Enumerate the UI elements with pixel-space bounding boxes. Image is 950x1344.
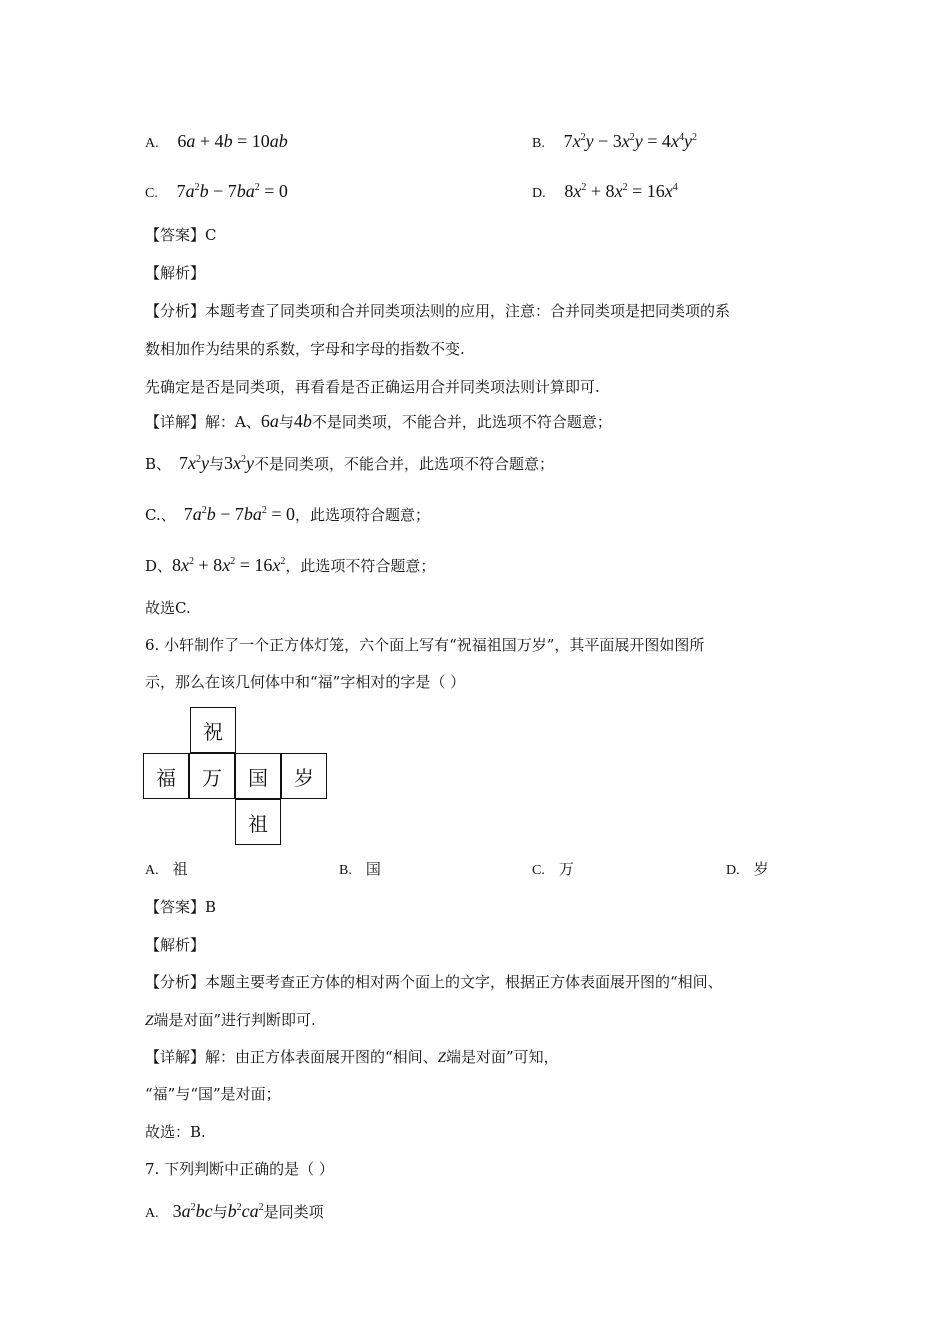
q6-stem-line-1: 6. 小轩制作了一个正方体灯笼，六个面上写有“祝福祖国万岁”，其平面展开图如图所 <box>145 636 705 654</box>
option-connector: 与 <box>212 1203 228 1221</box>
q5-option-d <box>532 180 678 205</box>
option-math: $3a^2bc$ <box>172 1201 213 1221</box>
detail-suffix: ，此选项符合题意； <box>295 506 431 524</box>
option-letter: B. <box>532 136 545 151</box>
option-text: 岁 <box>753 860 769 878</box>
q5-analysis-label: 【解析】 <box>145 264 206 282</box>
net-face-middle-1: 万 <box>189 753 235 799</box>
q7-stem: 7. 下列判断中正确的是（ ） <box>145 1160 334 1178</box>
q6-option-b <box>339 858 381 882</box>
detail-prefix: 【详解】解：由正方体表面展开图的“相间、 <box>145 1048 438 1066</box>
option-letter: A. <box>145 1206 159 1221</box>
detail-suffix: 不是同类项，不能合并，此选项不符合题意； <box>311 413 612 431</box>
q5-analysis-line-3: 先确定是否是同类项，再看看是否正确运用合并同类项法则计算即可. <box>145 378 600 396</box>
detail-math: 4b <box>293 411 312 431</box>
option-expression: $8x^2 + 8x^2 = 16x^4$ <box>564 181 678 201</box>
q5-option-c <box>145 180 288 205</box>
q5-detail-b <box>145 452 554 475</box>
q5-conclusion: 故选C. <box>145 599 191 617</box>
q5-analysis-line-2: 数相加作为结果的系数，字母和字母的指数不变. <box>145 340 465 358</box>
z-letter: Z <box>145 1013 154 1029</box>
option-expression: $7a^2b - 7ba^2 = 0$ <box>176 181 288 201</box>
q6-analysis-label: 【解析】 <box>145 936 206 954</box>
net-face-left: 福 <box>143 753 189 799</box>
q5-answer: 【答案】C <box>145 226 217 244</box>
detail-math: $8x^2 + 8x^2 = 16x^2$ <box>172 555 286 575</box>
q5-detail-d <box>145 554 435 577</box>
detail-prefix: D、 <box>145 557 173 575</box>
q5-option-b <box>532 130 697 155</box>
option-letter: A. <box>145 863 159 878</box>
detail-math: $7x^2y$ <box>179 453 210 473</box>
detail-suffix: 端是对面”可知， <box>446 1048 559 1066</box>
option-math: $b^2ca^2$ <box>227 1201 264 1221</box>
q6-detail-line-2: “福”与“国”是对面； <box>145 1085 281 1103</box>
detail-math: $7a^2b - 7ba^2 = 0$ <box>183 504 296 524</box>
q5-analysis-line-1: 【分析】本题考查了同类项和合并同类项法则的应用，注意：合并同类项是把同类项的系 <box>145 302 731 320</box>
detail-suffix: ，此选项不符合题意； <box>285 557 436 575</box>
q7-option-a <box>145 1200 324 1225</box>
detail-connector: 与 <box>278 413 294 431</box>
z-letter: Z <box>437 1050 447 1066</box>
option-suffix: 是同类项 <box>263 1203 324 1221</box>
q5-option-a <box>145 130 288 155</box>
detail-math: $3x^2y$ <box>224 453 255 473</box>
option-letter: D. <box>726 863 740 878</box>
q6-option-d <box>726 858 769 882</box>
detail-connector: 与 <box>209 455 225 473</box>
option-expression: $7x^2y - 3x^2y = 4x^4y^2$ <box>563 131 697 151</box>
option-text: 万 <box>558 860 574 878</box>
q6-analysis-line-1: 【分析】本题主要考查正方体的相对两个面上的文字，根据正方体表面展开图的“相间、 <box>145 973 723 991</box>
option-expression: 6a + 4b = 10ab <box>177 131 288 151</box>
detail-prefix: B、 <box>145 455 172 473</box>
detail-prefix: 【详解】解：A、 <box>145 413 261 431</box>
option-letter: B. <box>339 863 352 878</box>
q6-answer: 【答案】B <box>145 898 217 916</box>
option-text: 国 <box>365 860 381 878</box>
q6-stem-line-2: 示，那么在该几何体中和“福”字相对的字是（ ） <box>145 673 466 691</box>
net-face-bottom: 祖 <box>235 799 281 845</box>
detail-prefix: C.、 <box>145 506 176 524</box>
option-letter: C. <box>532 863 545 878</box>
q6-option-a <box>145 858 188 882</box>
net-face-middle-2: 国 <box>235 753 281 799</box>
detail-math: 6a <box>260 411 279 431</box>
option-letter: D. <box>532 186 546 201</box>
option-letter: C. <box>145 186 158 201</box>
q6-analysis-line-2 <box>145 1009 316 1032</box>
net-face-right: 岁 <box>281 753 327 799</box>
detail-suffix: 不是同类项，不能合并，此选项不符合题意； <box>254 455 555 473</box>
q6-option-c <box>532 858 574 882</box>
net-face-top: 祝 <box>190 707 236 753</box>
q5-detail-c <box>145 503 430 526</box>
q6-detail-line-1 <box>145 1046 559 1069</box>
option-letter: A. <box>145 136 159 151</box>
q6-conclusion: 故选：B. <box>145 1123 206 1141</box>
q5-detail-a <box>145 410 612 433</box>
analysis-text: 端是对面”进行判断即可. <box>153 1011 316 1029</box>
option-text: 祖 <box>172 860 188 878</box>
